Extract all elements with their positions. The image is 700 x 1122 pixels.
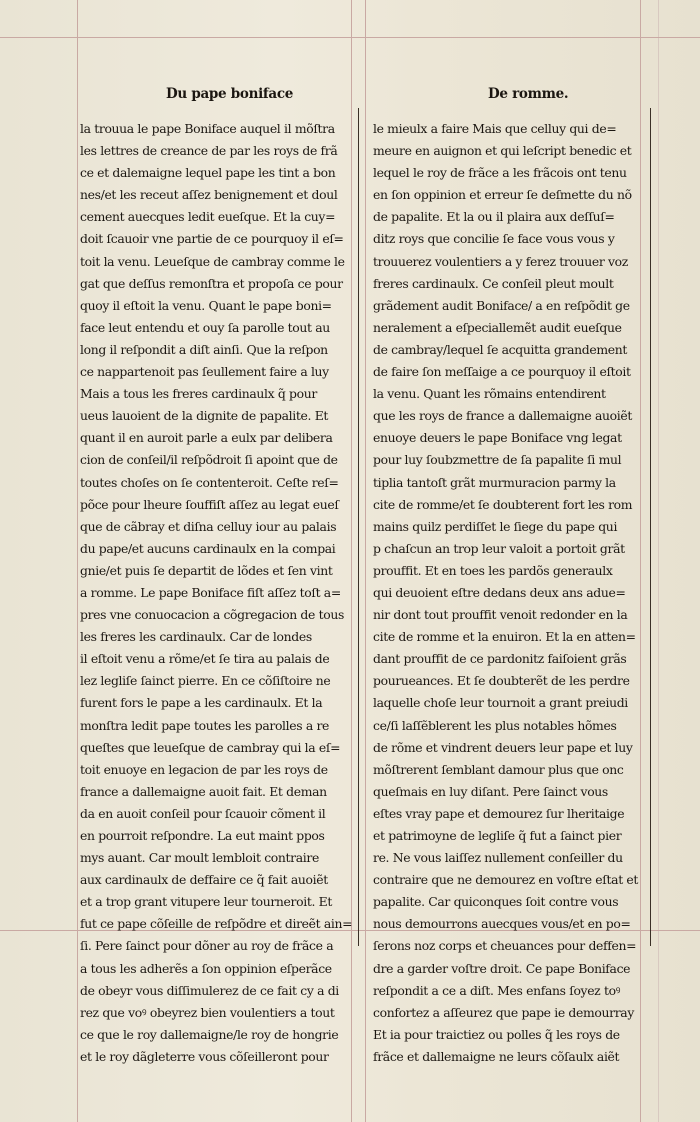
text-line: cement auecques ledit eueſque. Et la cuy= [80, 209, 336, 225]
text-line: la trouua le pape Boniface auquel il mõſtra [80, 121, 335, 136]
text-line: freres cardinaulx. Ce conſeil pleut moult [373, 275, 614, 291]
text-line: enuoye deuers le pape Boniface vng legat [373, 430, 622, 446]
text-line: mõſtrerent ſemblant damour plus que onc [373, 761, 624, 777]
text-line: eſtes vray pape et demourez ſur lheritaige [373, 805, 625, 821]
text-line: le mieulx a faire Mais que celluy qui de= [373, 121, 617, 136]
text-line: nes/et les receut aſſez benignement et doul [80, 187, 338, 203]
text-line: de faire ſon meſſaige a ce pourquoy il eſtoit [373, 364, 631, 380]
page-edge-line [658, 0, 659, 1122]
text-line: contraire que ne demourez en voſtre eſtat et [373, 872, 639, 888]
text-line: et le roy dãgleterre vous cõſeilleront pour [80, 1048, 329, 1064]
text-line: de obeyr vous diſſimulerez de ce fait cy a di [80, 982, 339, 998]
text-line: cite de romme/et ſe doubterent fort les rom [373, 496, 633, 512]
text-line: queſtes que leueſque de cambray qui la eſ= [80, 739, 341, 755]
right-text-column [373, 118, 657, 1068]
text-line: quant il en auroit parle a eulx par deliberа [80, 430, 333, 446]
text-line: ce et dalemaigne lequel pape les tint a bon [80, 165, 336, 181]
text-line: re. Ne vous laiſſez nullement conſeiller du [373, 850, 623, 866]
text-line: ce/ſi laſſẽblerent les plus notables hõmes [373, 717, 617, 733]
text-line: ce que le roy dallemaigne/le roy de hongrie [80, 1026, 339, 1042]
text-line: lequel le roy de frãce a les frãcois ont tenu [373, 165, 627, 181]
text-line: ſerons noz corps et cheuances pour deffen= [373, 938, 637, 954]
text-line: du pape/et aucuns cardinaulx en la compai [80, 540, 336, 556]
text-line: confortez a aſſeurez que pape ie demourray [373, 1004, 634, 1020]
text-line: que les roys de france a dallemaigne auoiẽt [373, 408, 632, 424]
text-line: Et ia pour traictiez ou polles q̃ les roys de [373, 1026, 620, 1042]
text-line: toit la venu. Leueſque de cambray comme le [80, 253, 345, 269]
text-line: de papalite. Et la ou il plaira aux deſſuſ= [373, 209, 615, 225]
text-line: a tous les adherẽs a ſon oppinion eſperãce [80, 960, 332, 976]
text-line: frãce et dallemaigne ne leurs cõſaulx aiẽt [373, 1048, 620, 1064]
ruling-line-left [77, 0, 78, 1122]
text-line: en ſon oppinion et erreur ſe deſmette du nõ [373, 187, 632, 203]
text-line: qui deuoient eſtre dedans deux ans adue= [373, 584, 626, 600]
text-line: tiplia tantoſt grãt murmuracion parmy la [373, 474, 616, 490]
text-line: doit ſcauoir vne partie de ce pourquoy il eſ= [80, 231, 344, 247]
text-line: et a trop grant vitupere leur tourneroit. Et [80, 894, 332, 910]
text-line: gnie/et puis ſe departit de lõdes et ſen vint [80, 562, 333, 578]
running-head-left: Du pape boniface [166, 86, 294, 102]
text-line: da en auoit conſeil pour ſcauoir cõment il [80, 805, 326, 821]
text-line: quoy il eſtoit la venu. Quant le pape boni= [80, 297, 332, 313]
text-line: cite de romme et la enuiron. Et la en atten= [373, 629, 636, 645]
text-line: nir dont tout prouffit venoit redonder en la [373, 607, 628, 623]
text-line: rez que voꝰ obeyrez bien voulentiers a tout [80, 1004, 335, 1020]
text-line: toutes choſes on ſe contenteroit. Ceſte reſ= [80, 474, 339, 490]
text-line: dant prouffit de ce pardonitz faiſoient grãs [373, 651, 627, 667]
text-line: pres vne conuocacion a cõgregacion de tous [80, 607, 344, 623]
text-line: p chaſcun an trop leur valoit a portoit grãt [373, 540, 625, 556]
text-line: furent fors le pape a les cardinaulx. Et la [80, 695, 323, 711]
text-line: toit enuoye en legacion de par les roys de [80, 761, 328, 777]
text-line: il eſtoit venu a rõme/et ſe tira au palais de [80, 651, 330, 667]
text-line: pour luy ſoubzmettre de ſa papalite ſi mul [373, 452, 622, 468]
text-line: prouffit. Et en toes les pardõs generaulx [373, 562, 613, 578]
text-line: laquelle choſe leur tournoit a grant preiudi [373, 695, 628, 711]
text-line: face leut entendu et ouy ſa parolle tout au [80, 319, 330, 335]
text-line: neralement a eſpeciallemẽt audit eueſque [373, 319, 622, 335]
text-line: que de cãbray et diſna celluy iour au palais [80, 518, 337, 534]
left-text-column [80, 118, 358, 1068]
text-line: cion de conſeil/il reſpõdroit ſi apoint que de [80, 452, 338, 468]
text-line: Mais a tous les freres cardinaulx q̃ pour [80, 386, 317, 402]
text-line: monſtra ledit pape toutes les parolles a re [80, 717, 330, 733]
running-head-right: De romme. [488, 86, 569, 102]
text-line: mys auant. Car moult lembloit contraire [80, 850, 319, 866]
text-line: queſmais en luy diſant. Pere ſainct vous [373, 783, 608, 799]
text-line: reſpondit a ce a diſt. Mes enfans ſoyez toꝰ [373, 982, 621, 998]
ruling-line-center-right [365, 0, 366, 1122]
text-line: meure en auignon et qui leſcript benedic et [373, 143, 632, 159]
text-line: nous demourrons auecques vous/et en po= [373, 916, 631, 932]
text-line: long il reſpondit a diſt ainſi. Que la reſpon [80, 341, 328, 357]
text-line: en pourroit reſpondre. La eut maint ppos [80, 828, 325, 843]
text-line: aux cardinaulx de deffaire ce q̃ fait auoiẽt [80, 872, 328, 888]
text-line: les freres les cardinaulx. Car de londes [80, 629, 312, 645]
text-line: põce pour lheure ſouffiſt aſſez au legat eueſ [80, 496, 339, 512]
text-line: ſi. Pere ſainct pour dõner au roy de frãce a [80, 938, 334, 954]
text-line: lez legliſe ſainct pierre. En ce cõſiſtoire ne [80, 673, 331, 689]
text-line: dre a garder voſtre droit. Ce pape Boniface [373, 960, 631, 976]
left-column-border [358, 108, 359, 946]
text-line: et patrimoyne de legliſe q̃ fut a ſainct pier [373, 828, 622, 843]
text-line: papalite. Car quiconques ſoit contre vous [373, 894, 619, 910]
text-line: fut ce pape cõſeille de reſpõdre et direẽt ain= [80, 916, 353, 932]
text-line: de rõme et vindrent deuers leur pape et luy [373, 739, 633, 755]
text-line: ueus lauoient de la dignite de papalite. Et [80, 408, 329, 424]
text-line: pourueances. Et ſe doubterẽt de les perdre [373, 673, 630, 689]
text-line: trouuerez voulentiers a y ferez trouuer voz [373, 253, 628, 269]
text-line: ce nappartenoit pas ſeullement faire a luy [80, 364, 329, 380]
ruling-line-top [0, 37, 700, 38]
text-line: les lettres de creance de par les roys de frã [80, 143, 338, 159]
text-line: ditz roys que concilie ſe face vous vous y [373, 231, 615, 247]
text-line: la venu. Quant les rõmains entendirent [373, 386, 606, 402]
text-line: a romme. Le pape Boniface fiſt aſſez toſt a= [80, 584, 341, 600]
text-line: de cambray/lequel ſe acquitta grandement [373, 341, 628, 357]
text-line: mains quilz perdiſſet le ſiege du pape qui [373, 518, 618, 534]
text-line: france a dallemaigne auoit fait. Et deman [80, 783, 327, 799]
text-line: gat que deſſus remonſtra et propoſa ce pour [80, 275, 343, 291]
text-line: grãdement audit Boniface/ a en reſpõdit ge [373, 297, 630, 313]
